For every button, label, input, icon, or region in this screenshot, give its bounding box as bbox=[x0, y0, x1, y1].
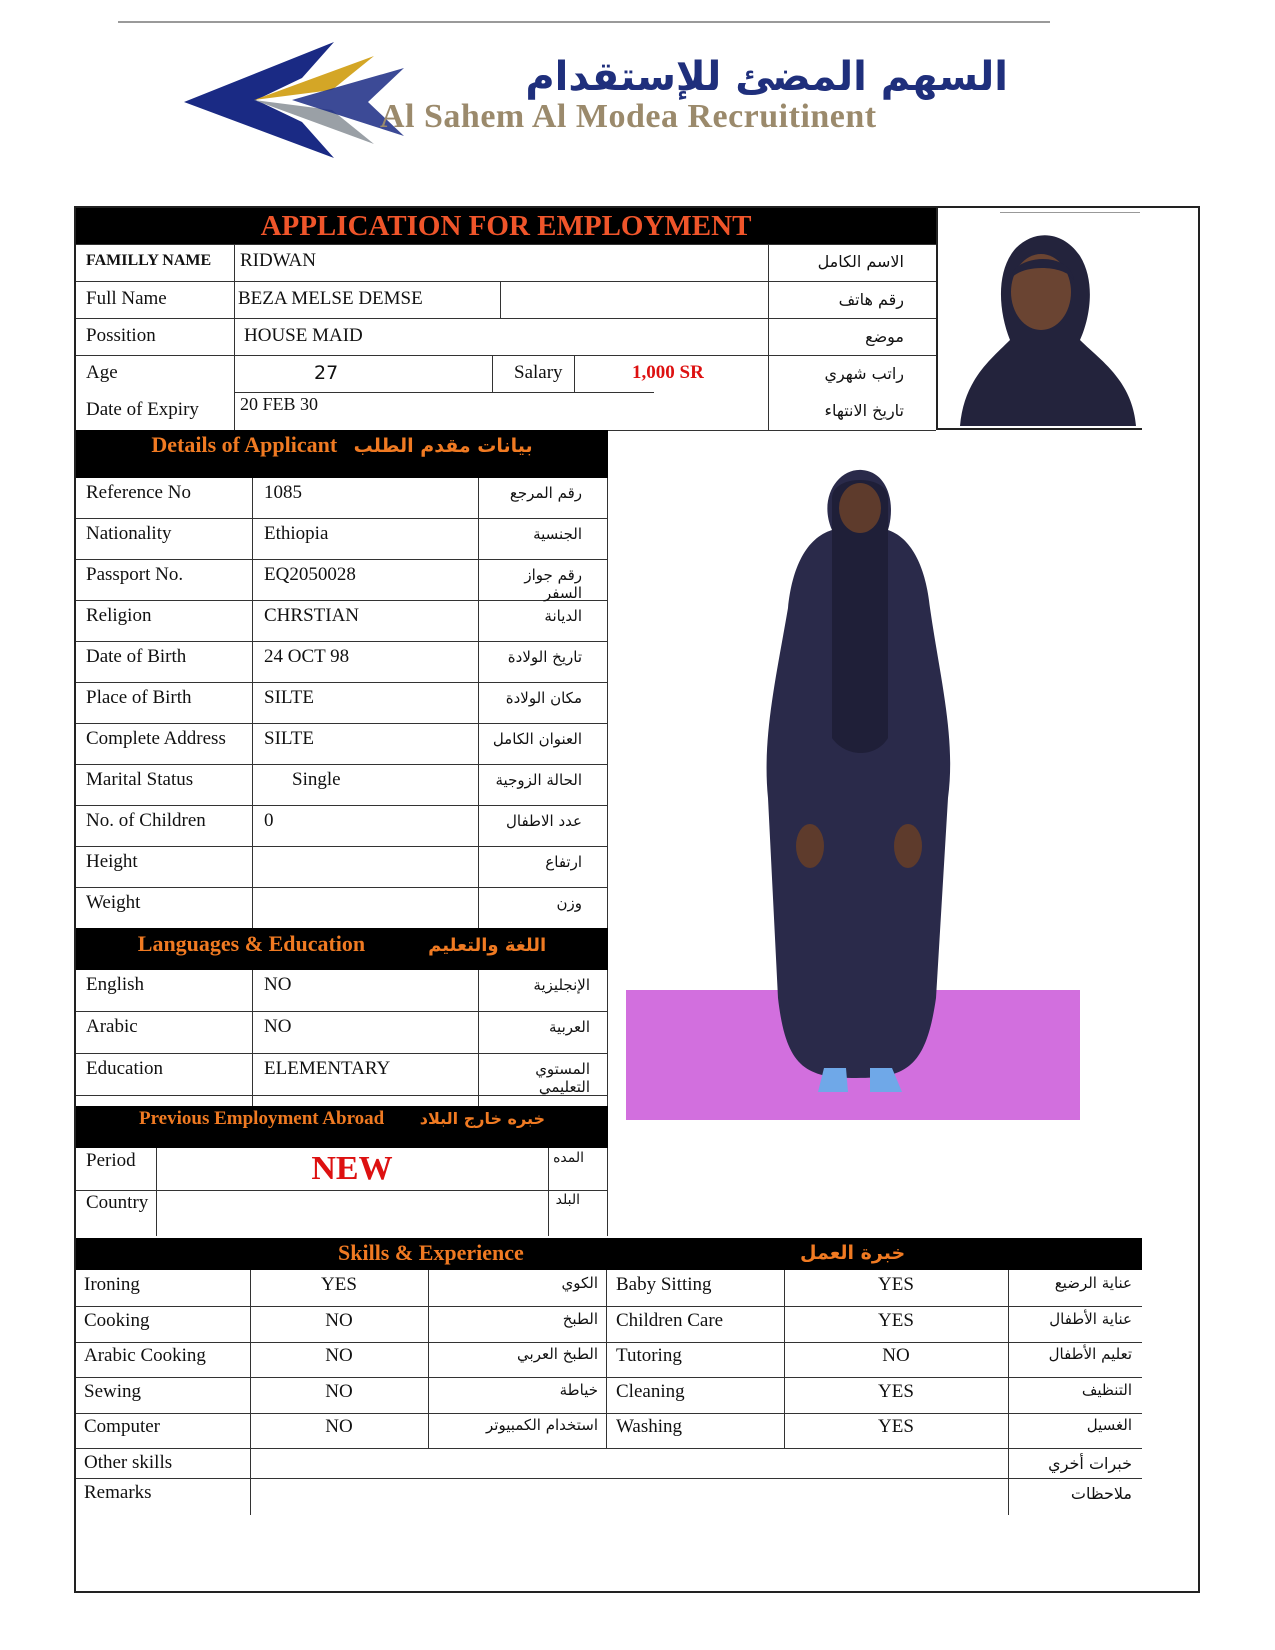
skill-value: YES bbox=[321, 1274, 357, 1295]
company-name-english: Al Sahem Al Modea Recruitinent bbox=[380, 98, 877, 135]
row-divider bbox=[76, 518, 608, 519]
company-logo bbox=[118, 18, 1050, 158]
top-info-table bbox=[76, 244, 936, 430]
skill-value: NO bbox=[325, 1310, 353, 1331]
full-name-value: BEZA MELSE DEMSE bbox=[238, 288, 423, 309]
detail-value: SILTE bbox=[264, 728, 314, 749]
details-title-en: Details of Applicant bbox=[151, 432, 338, 457]
languages-section-header bbox=[76, 928, 608, 970]
skill-row-divider bbox=[76, 1377, 1142, 1378]
detail-label-ar: الجنسية bbox=[533, 525, 582, 543]
skill-label: Sewing bbox=[84, 1381, 141, 1402]
details-section-header bbox=[76, 430, 608, 478]
row-divider bbox=[76, 559, 608, 560]
language-label: Arabic bbox=[86, 1016, 138, 1037]
row-divider bbox=[76, 1011, 608, 1012]
detail-value: EQ2050028 bbox=[264, 564, 356, 585]
language-value: NO bbox=[264, 1016, 292, 1037]
row-divider bbox=[76, 682, 608, 683]
detail-label: Religion bbox=[86, 605, 152, 626]
skill-value: NO bbox=[325, 1345, 353, 1366]
skills-table bbox=[76, 1270, 1142, 1515]
skill-label: Cooking bbox=[84, 1310, 150, 1331]
full-body-figure-icon bbox=[626, 438, 1080, 1120]
position-label: Possition bbox=[86, 325, 156, 346]
skill-label-ar: الطبخ bbox=[562, 1310, 598, 1328]
period-label-ar: المده bbox=[553, 1150, 584, 1166]
detail-label-ar: عدد الاطفال bbox=[506, 812, 582, 830]
details-table bbox=[76, 478, 608, 928]
detail-label-ar: الديانة bbox=[544, 607, 582, 625]
skill-row-divider bbox=[76, 1413, 1142, 1414]
row-divider bbox=[76, 641, 608, 642]
applicant-full-body-photo bbox=[626, 438, 1080, 1120]
form-title: APPLICATION FOR EMPLOYMENT bbox=[76, 208, 936, 244]
detail-label-ar: مكان الولادة bbox=[505, 689, 582, 707]
skill-value: YES bbox=[878, 1310, 914, 1331]
position-label-ar: موضع bbox=[865, 327, 904, 346]
applicant-portrait-photo bbox=[936, 208, 1142, 430]
skill-label: Cleaning bbox=[616, 1381, 685, 1402]
other-skills-label: Other skills bbox=[84, 1452, 173, 1473]
period-value: NEW bbox=[311, 1150, 393, 1187]
salary-label: Salary bbox=[514, 362, 563, 383]
arrow-logo-icon bbox=[184, 28, 424, 158]
skill-label: Washing bbox=[616, 1416, 683, 1437]
family-name-value: RIDWAN bbox=[240, 250, 316, 271]
period-label: Period bbox=[86, 1150, 136, 1171]
country-label-ar: البلد bbox=[555, 1192, 580, 1208]
company-name-arabic: السهم المضئ للإستقدام bbox=[525, 54, 1008, 100]
skill-label: Arabic Cooking bbox=[84, 1345, 206, 1366]
detail-label: Weight bbox=[86, 892, 141, 913]
detail-label: Passport No. bbox=[86, 564, 184, 585]
detail-label: No. of Children bbox=[86, 810, 206, 831]
languages-title-en: Languages & Education bbox=[137, 931, 366, 956]
expiry-value: 20 FEB 30 bbox=[240, 394, 319, 414]
skill-label-ar: عناية الأطفال bbox=[1049, 1310, 1132, 1328]
application-form bbox=[74, 206, 1200, 1593]
skill-label: Computer bbox=[84, 1416, 160, 1437]
skill-value: NO bbox=[325, 1416, 353, 1437]
skill-label-ar: الكوي bbox=[561, 1274, 598, 1292]
skill-label: Tutoring bbox=[616, 1345, 682, 1366]
details-title-ar: بيانات مقدم الطلب bbox=[353, 435, 533, 457]
skill-label: Baby Sitting bbox=[616, 1274, 712, 1295]
row-divider bbox=[76, 723, 608, 724]
row-divider bbox=[76, 805, 608, 806]
expiry-label: Date of Expiry bbox=[86, 399, 199, 420]
family-name-label: FAMILLY NAME bbox=[86, 252, 212, 269]
age-value: 27 bbox=[314, 362, 339, 384]
skill-value: YES bbox=[878, 1274, 914, 1295]
detail-label: Date of Birth bbox=[86, 646, 187, 667]
skill-label-ar: التنظيف bbox=[1081, 1381, 1132, 1399]
row-divider bbox=[76, 1053, 608, 1054]
country-label: Country bbox=[86, 1192, 149, 1213]
remarks-label: Remarks bbox=[84, 1482, 152, 1503]
detail-value: 0 bbox=[264, 810, 274, 831]
detail-label: Reference No bbox=[86, 482, 191, 503]
languages-table bbox=[76, 970, 608, 1106]
skill-value: YES bbox=[878, 1381, 914, 1402]
skill-label-ar: خياطة bbox=[559, 1381, 598, 1399]
skill-label-ar: عناية الرضيع bbox=[1054, 1274, 1132, 1292]
expiry-label-ar: تاريخ الانتهاء bbox=[824, 401, 904, 420]
detail-label-ar: تاريخ الولادة bbox=[507, 648, 582, 666]
previous-title-en: Previous Employment Abroad bbox=[138, 1108, 385, 1129]
skill-value: YES bbox=[878, 1416, 914, 1437]
detail-value: 1085 bbox=[264, 482, 302, 503]
family-name-label-ar: الاسم الكامل bbox=[817, 252, 904, 271]
other-skills-label-ar: خبرات أخري bbox=[1048, 1454, 1132, 1473]
detail-label: Nationality bbox=[86, 523, 172, 544]
skill-label: Ironing bbox=[84, 1274, 140, 1295]
row-divider bbox=[76, 887, 608, 888]
skill-value: NO bbox=[882, 1345, 910, 1366]
skills-title-en: Skills & Experience bbox=[338, 1240, 524, 1265]
detail-label: Complete Address bbox=[86, 728, 226, 749]
detail-label-ar: رقم المرجع bbox=[509, 484, 582, 502]
age-label: Age bbox=[86, 362, 118, 383]
detail-value: CHRSTIAN bbox=[264, 605, 360, 626]
languages-title-ar: اللغة والتعليم bbox=[428, 935, 547, 956]
detail-value: Ethiopia bbox=[264, 523, 329, 544]
row-divider bbox=[76, 764, 608, 765]
previous-employment-table bbox=[76, 1148, 608, 1236]
position-value: HOUSE MAID bbox=[244, 325, 363, 346]
detail-label-ar: ارتفاع bbox=[545, 853, 582, 871]
detail-label-ar: رقم جواز السفر bbox=[524, 566, 582, 602]
detail-label: Height bbox=[86, 851, 138, 872]
detail-value: Single bbox=[292, 769, 341, 790]
row-divider bbox=[76, 846, 608, 847]
detail-label-ar: وزن bbox=[556, 894, 582, 912]
skill-label: Children Care bbox=[616, 1310, 724, 1331]
skill-label-ar: استخدام الكمبيوتر bbox=[486, 1416, 598, 1434]
phone-label-ar: رقم هاتف bbox=[838, 290, 904, 309]
skill-row-divider bbox=[76, 1306, 1142, 1307]
detail-label-ar: العنوان الكامل bbox=[492, 730, 582, 748]
detail-label: Marital Status bbox=[86, 769, 194, 790]
previous-employment-header bbox=[76, 1106, 608, 1148]
detail-value: 24 OCT 98 bbox=[264, 646, 350, 667]
salary-label-ar: راتب شهري bbox=[824, 364, 904, 383]
language-value: ELEMENTARY bbox=[264, 1058, 391, 1079]
previous-title-ar: خبره خارج البلاد bbox=[419, 1109, 546, 1128]
salary-value: 1,000 SR bbox=[632, 362, 704, 383]
skill-row-divider bbox=[76, 1448, 1142, 1449]
detail-label: Place of Birth bbox=[86, 687, 192, 708]
language-label-ar: المستوي التعليمي bbox=[535, 1060, 590, 1096]
remarks-label-ar: ملاحظات bbox=[1070, 1484, 1132, 1503]
detail-label-ar: الحالة الزوجية bbox=[495, 771, 582, 789]
portrait-figure-icon bbox=[940, 210, 1140, 428]
language-value: NO bbox=[264, 974, 292, 995]
skills-section-header bbox=[76, 1238, 1142, 1270]
language-label-ar: العربية bbox=[549, 1018, 590, 1036]
detail-value: SILTE bbox=[264, 687, 314, 708]
language-label: Education bbox=[86, 1058, 164, 1079]
skill-row-divider bbox=[76, 1342, 1142, 1343]
full-name-label: Full Name bbox=[86, 288, 167, 309]
skill-label-ar: الطبخ العربي bbox=[517, 1345, 598, 1363]
skill-label-ar: تعليم الأطفال bbox=[1048, 1345, 1132, 1363]
skills-title-ar: خبرة العمل bbox=[800, 1242, 906, 1264]
language-label-ar: الإنجليزية bbox=[533, 976, 590, 994]
skill-label-ar: الغسيل bbox=[1086, 1416, 1132, 1434]
language-label: English bbox=[86, 974, 145, 995]
skill-value: NO bbox=[325, 1381, 353, 1402]
